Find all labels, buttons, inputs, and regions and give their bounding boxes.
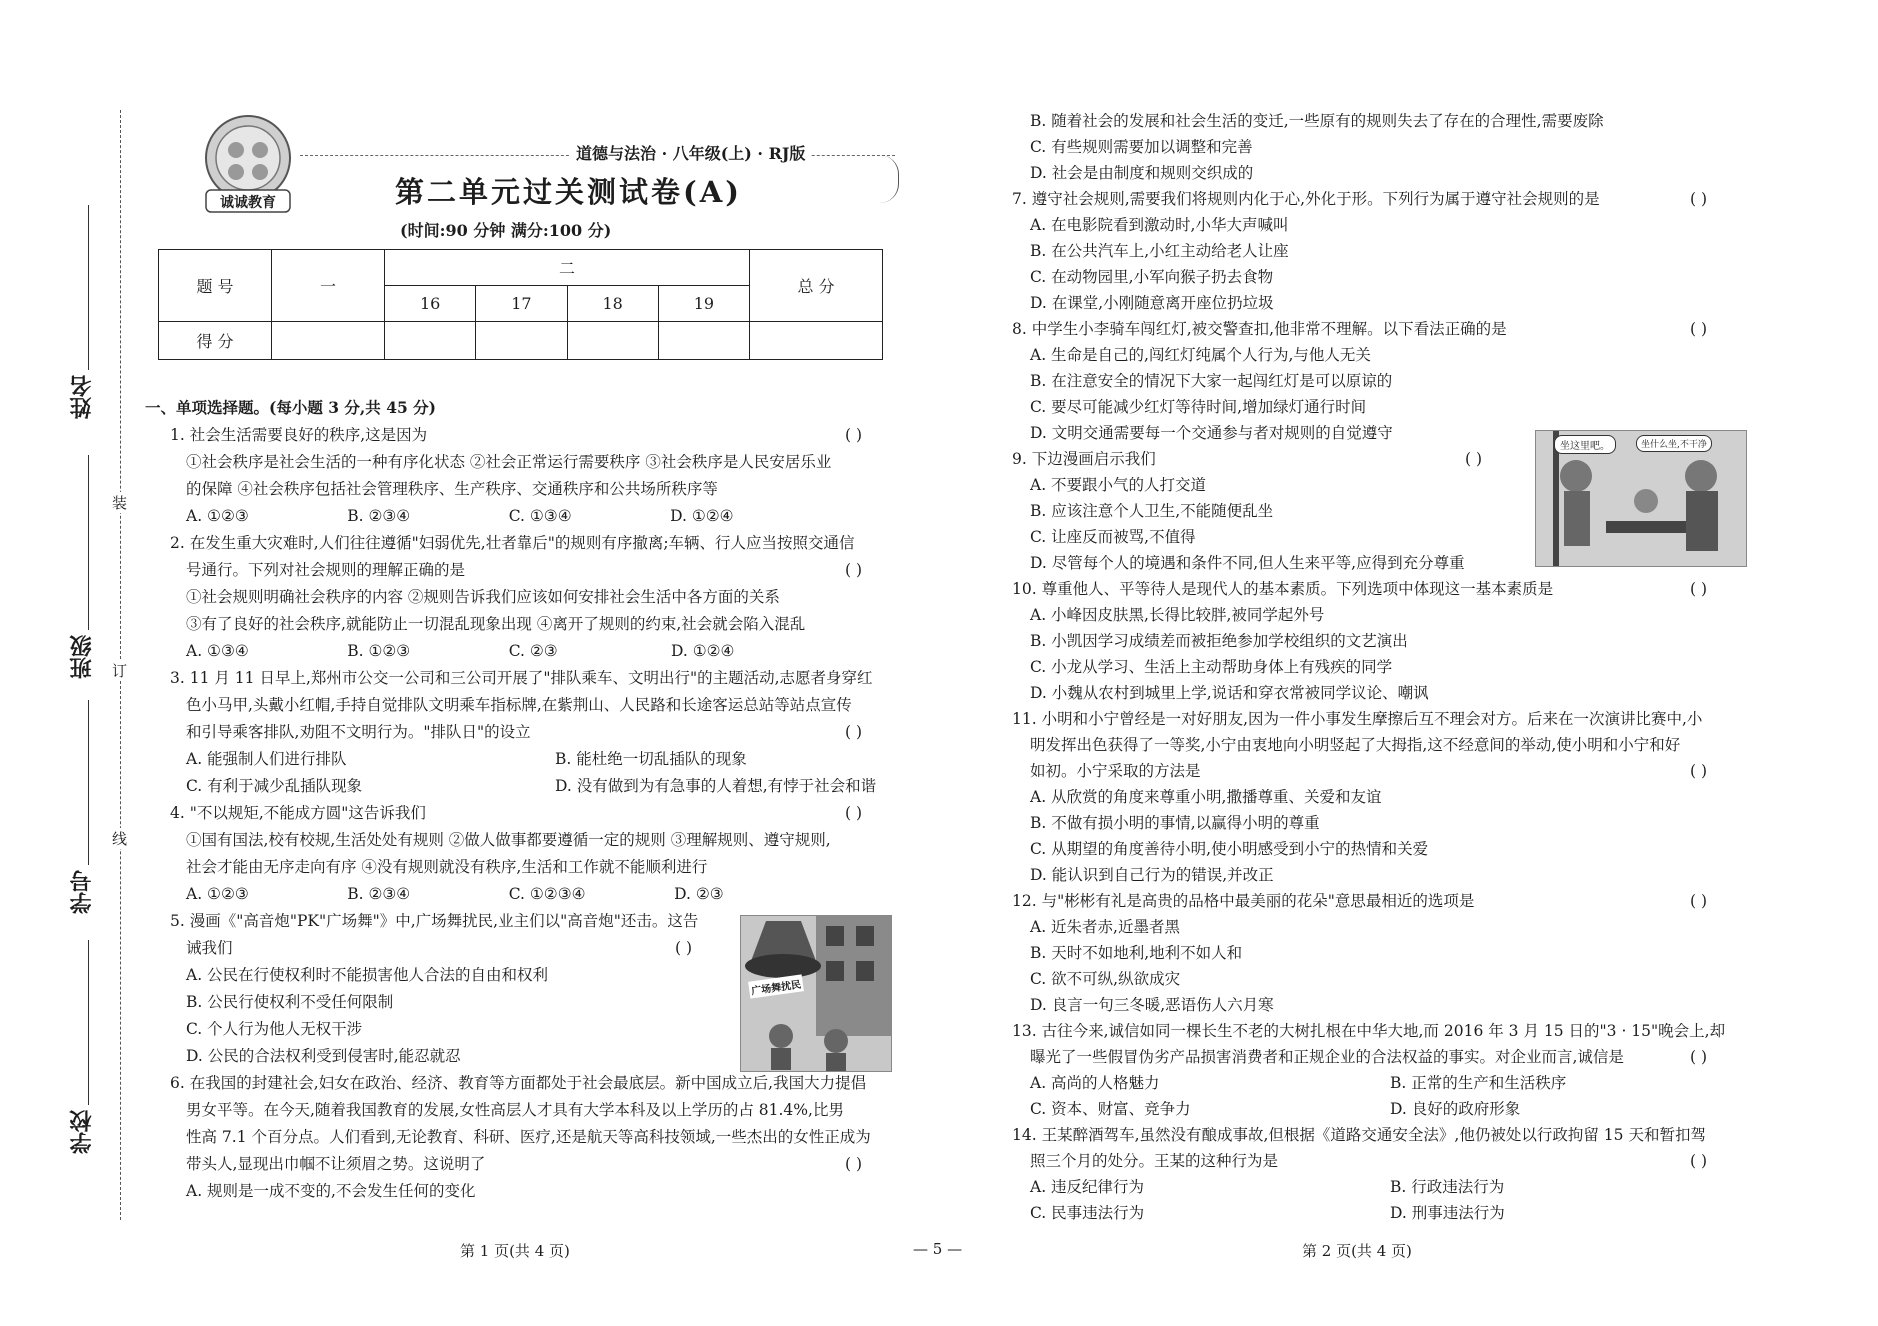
answer-bracket[interactable]: ( ) [675,939,693,957]
option: D. 小魏从农村到城里上学,说话和穿衣常被同学议论、嘲讽 [1030,684,1429,702]
col-q17: 17 [476,286,567,322]
question-text: 10. 尊重他人、平等待人是现代人的基本素质。下列选项中体现这一基本素质是 [1012,580,1554,598]
question-text: 9. 下边漫画启示我们 [1012,450,1156,468]
option: D. 刑事违法行为 [1390,1204,1505,1222]
page-title: 第二单元过关测试卷(A) [395,175,742,209]
question-text: 社会才能由无序走向有序 ④没有规则就没有秩序,生活和工作就不能顺利进行 [186,858,708,876]
option: D. 没有做到为有急事的人着想,有悖于社会和谐 [555,777,877,795]
answer-bracket[interactable]: ( ) [845,723,863,741]
answer-bracket[interactable]: ( ) [1690,580,1708,598]
question-text: 3. 11 月 11 日早上,郑州市公交一公司和三公司开展了"排队乘车、文明出行"的主题活动,志愿者身穿红 [170,669,873,687]
score-cell-19[interactable] [658,322,749,360]
question-text: 6. 在我国的封建社会,妇女在政治、经济、教育等方面都处于社会最底层。新中国成立后,我国大力提倡 [170,1074,867,1092]
col-section-one: 一 [272,250,385,322]
answer-bracket[interactable]: ( ) [845,561,863,579]
score-cell-one[interactable] [272,322,385,360]
col-q18: 18 [567,286,658,322]
cartoon-loudspeaker-image [740,915,892,1072]
question-text: 照三个月的处分。王某的这种行为是 [1030,1152,1279,1170]
question-text: 11. 小明和小宁曾经是一对好朋友,因为一件小事发生摩擦后互不理会对方。后来在一次演讲比赛中,小 [1012,710,1703,728]
option: A. 能强制人们进行排队 [186,750,347,768]
question-text: 14. 王某醉酒驾车,虽然没有酿成事故,但根据《道路交通安全法》,他仍被处以行政拘留 15 天和暂扣驾 [1012,1126,1706,1144]
answer-bracket[interactable]: ( ) [1690,1152,1708,1170]
name-underline [88,205,89,370]
speech-bubble-right: 坐什么坐,不干净 [1636,435,1712,452]
option: C. 有些规则需要加以调整和完善 [1030,138,1253,156]
option-row: A. ①③④ B. ①②③ C. ②③ D. ①②④ [186,642,735,660]
question-text: ①社会规则明确社会秩序的内容 ②规则告诉我们应该如何安排社会生活中各方面的关系 [186,588,780,606]
option: C. 欲不可纵,纵欲成灾 [1030,970,1181,988]
option: B. 公民行使权利不受任何限制 [186,993,394,1011]
option: B. 正常的生产和生活秩序 [1390,1074,1567,1092]
option: C. 有利于减少乱插队现象 [186,777,363,795]
option: D. 在课堂,小刚随意离开座位扔垃圾 [1030,294,1274,312]
score-cell-18[interactable] [567,322,658,360]
option: B. 在注意安全的情况下大家一起闯红灯是可以原谅的 [1030,372,1393,390]
question-text: 男女平等。在今天,随着我国教育的发展,女性高层人才具有大学本科及以上学历的占 81.4%,比男 [186,1101,844,1119]
question-text: 7. 遵守社会规则,需要我们将规则内化于心,外化于形。下列行为属于遵守社会规则的是 [1012,190,1600,208]
question-text: 诫我们 [186,939,233,957]
option: A. 小峰因皮肤黑,长得比较胖,被同学起外号 [1030,606,1325,624]
cartoon-seat-image [1535,430,1747,567]
option: C. 资本、财富、竞争力 [1030,1100,1191,1118]
option: C. 在动物园里,小军向猴子扔去食物 [1030,268,1274,286]
option: D. 文明交通需要每一个交通参与者对规则的自觉遵守 [1030,424,1393,442]
binding-char-xian: 线 [112,830,128,848]
answer-bracket[interactable]: ( ) [845,426,863,444]
publisher-logo [196,112,300,216]
option: D. 公民的合法权利受到侵害时,能忍就忍 [186,1047,461,1065]
option: A. 不要跟小气的人打交道 [1030,476,1207,494]
option: C. 个人行为他人无权干涉 [186,1020,363,1038]
option: C. 要尽可能减少红灯等待时间,增加绿灯通行时间 [1030,398,1367,416]
question-text: 2. 在发生重大灾难时,人们往往遵循"妇弱优先,壮者靠后"的规则有序撤离;车辆、行人应当按照交通信 [170,534,855,552]
option-row: A. ①②③ B. ②③④ C. ①②③④ D. ②③ [186,885,724,903]
exam-meta: (时间:90 分钟 满分:100 分) [400,221,612,240]
question-text: 1. 社会生活需要良好的秩序,这是因为 [170,426,428,444]
option: A. 从欣赏的角度来尊重小明,撒播尊重、关爱和友谊 [1030,788,1382,806]
option: D. 良言一句三冬暖,恶语伤人六月寒 [1030,996,1274,1014]
class-label: 班级 [69,635,95,679]
student-id-underline [88,700,89,865]
option: B. 小凯因学习成绩差而被拒绝参加学校组织的文艺演出 [1030,632,1408,650]
logo-text: 诚诚教育 [220,195,276,211]
question-text: ③有了良好的社会秩序,就能防止一切混乱现象出现 ④离开了规则的约束,社会就会陷入混乱 [186,615,806,633]
col-total: 总 分 [750,250,883,322]
answer-bracket[interactable]: ( ) [1690,892,1708,910]
option: D. 良好的政府形象 [1390,1100,1521,1118]
question-text: 明发挥出色获得了一等奖,小宁由衷地向小明竖起了大拇指,这不经意间的举动,使小明和小宁和好 [1030,736,1681,754]
binding-char-ding: 订 [112,662,128,680]
name-label: 姓名 [69,375,95,419]
question-text: 的保障 ④社会秩序包括社会管理秩序、生产秩序、交通秩序和公共场所秩序等 [186,480,718,498]
option: D. 尽管每个人的境遇和条件不同,但人生来平等,应得到充分尊重 [1030,554,1465,572]
school-label: 学校 [69,1110,95,1154]
student-id-label: 学号 [69,870,95,914]
speech-bubble-left: 坐这里吧。 [1554,435,1616,454]
question-text: 12. 与"彬彬有礼是高贵的品格中最美丽的花朵"意思最相近的选项是 [1012,892,1475,910]
option: D. 社会是由制度和规则交织成的 [1030,164,1254,182]
question-text: 5. 漫画《"高音炮"PK"广场舞"》中,广场舞扰民,业主们以"高音炮"还击。这告 [170,912,699,930]
option: C. 小龙从学习、生活上主动帮助身体上有残疾的同学 [1030,658,1393,676]
option: C. 民事违法行为 [1030,1204,1145,1222]
option: B. 天时不如地利,地利不如人和 [1030,944,1243,962]
answer-bracket[interactable]: ( ) [1690,762,1708,780]
question-text: 色小马甲,头戴小红帽,手持自觉排队文明乘车指标牌,在紫荆山、人民路和长途客运总站等站点宣传 [186,696,852,714]
question-text: 曝光了一些假冒伪劣产品损害消费者和正规企业的合法权益的事实。对企业而言,诚信是 [1030,1048,1624,1066]
row-header-score: 得 分 [159,322,272,360]
option: A. 公民在行使权利时不能损害他人合法的自由和权利 [186,966,549,984]
row-header-question: 题 号 [159,250,272,322]
answer-bracket[interactable]: ( ) [1690,320,1708,338]
option: B. 能杜绝一切乱插队的现象 [555,750,747,768]
col-q16: 16 [385,286,476,322]
option-row: A. ①②③ B. ②③④ C. ①③④ D. ①②④ [186,507,734,525]
answer-bracket[interactable]: ( ) [845,1155,863,1173]
option: A. 在电影院看到激动时,小华大声喊叫 [1030,216,1289,234]
question-text: 带头人,显现出巾帼不让须眉之势。这说明了 [186,1155,486,1173]
subject-label: 道德与法治 · 八年级(上) · RJ版 [570,141,811,164]
question-text: 8. 中学生小李骑车闯红灯,被交警查扣,他非常不理解。以下看法正确的是 [1012,320,1507,338]
answer-bracket[interactable]: ( ) [1690,1048,1708,1066]
school-underline [88,940,89,1105]
score-cell-16[interactable] [385,322,476,360]
section-heading: 一、单项选择题。(每小题 3 分,共 45 分) [145,398,437,417]
option: A. 规则是一成不变的,不会发生任何的变化 [186,1182,476,1200]
page-number-left: 第 1 页(共 4 页) [460,1242,570,1260]
question-text: ①社会秩序是社会生活的一种有序化状态 ②社会正常运行需要秩序 ③社会秩序是人民安居乐业 [186,453,832,471]
answer-bracket[interactable]: ( ) [1690,190,1708,208]
option: B. 不做有损小明的事情,以赢得小明的尊重 [1030,814,1320,832]
option: B. 在公共汽车上,小红主动给老人让座 [1030,242,1289,260]
question-text: 13. 古往今来,诚信如同一棵长生不老的大树扎根在中华大地,而 2016 年 3 月 15 日的"3 · 15"晚会上,却 [1012,1022,1726,1040]
question-text: 性高 7.1 个百分点。人们看到,无论教育、科研、医疗,还是航天等高科技领域,一些杰出的女性正成为 [186,1128,871,1146]
page-number-center: — 5 — [913,1240,963,1258]
question-text: 4. "不以规矩,不能成方圆"这告诉我们 [170,804,426,822]
option: B. 随着社会的发展和社会生活的变迁,一些原有的规则失去了存在的合理性,需要废除 [1030,112,1604,130]
class-underline [88,455,89,630]
page-number-right: 第 2 页(共 4 页) [1302,1242,1412,1260]
option: C. 从期望的角度善待小明,使小明感受到小宁的热情和关爱 [1030,840,1429,858]
option: A. 近朱者赤,近墨者黑 [1030,918,1180,936]
option: C. 让座反而被骂,不值得 [1030,528,1196,546]
question-text: 号通行。下列对社会规则的理解正确的是 [186,561,466,579]
score-cell-17[interactable] [476,322,567,360]
question-text: 如初。小宁采取的方法是 [1030,762,1201,780]
option: B. 行政违法行为 [1390,1178,1505,1196]
col-q19: 19 [658,286,749,322]
option: B. 应该注意个人卫生,不能随便乱坐 [1030,502,1274,520]
option: A. 违反纪律行为 [1030,1178,1145,1196]
score-cell-total[interactable] [750,322,883,360]
score-table [158,249,883,360]
cartoon-sign: 广场舞扰民 [748,974,804,998]
question-text: 和引导乘客排队,劝阻不文明行为。"排队日"的设立 [186,723,531,741]
question-text: ①国有国法,校有校规,生活处处有规则 ②做人做事都要遵循一定的规则 ③理解规则、遵守规则, [186,831,831,849]
col-section-two: 二 [385,250,750,286]
binding-char-zhuang: 装 [112,494,128,512]
answer-bracket[interactable]: ( ) [845,804,863,822]
header-bracket [880,155,899,203]
option: A. 高尚的人格魅力 [1030,1074,1160,1092]
option: D. 能认识到自己行为的错误,并改正 [1030,866,1274,884]
option: A. 生命是自己的,闯红灯纯属个人行为,与他人无关 [1030,346,1371,364]
answer-bracket[interactable]: ( ) [1465,450,1483,468]
